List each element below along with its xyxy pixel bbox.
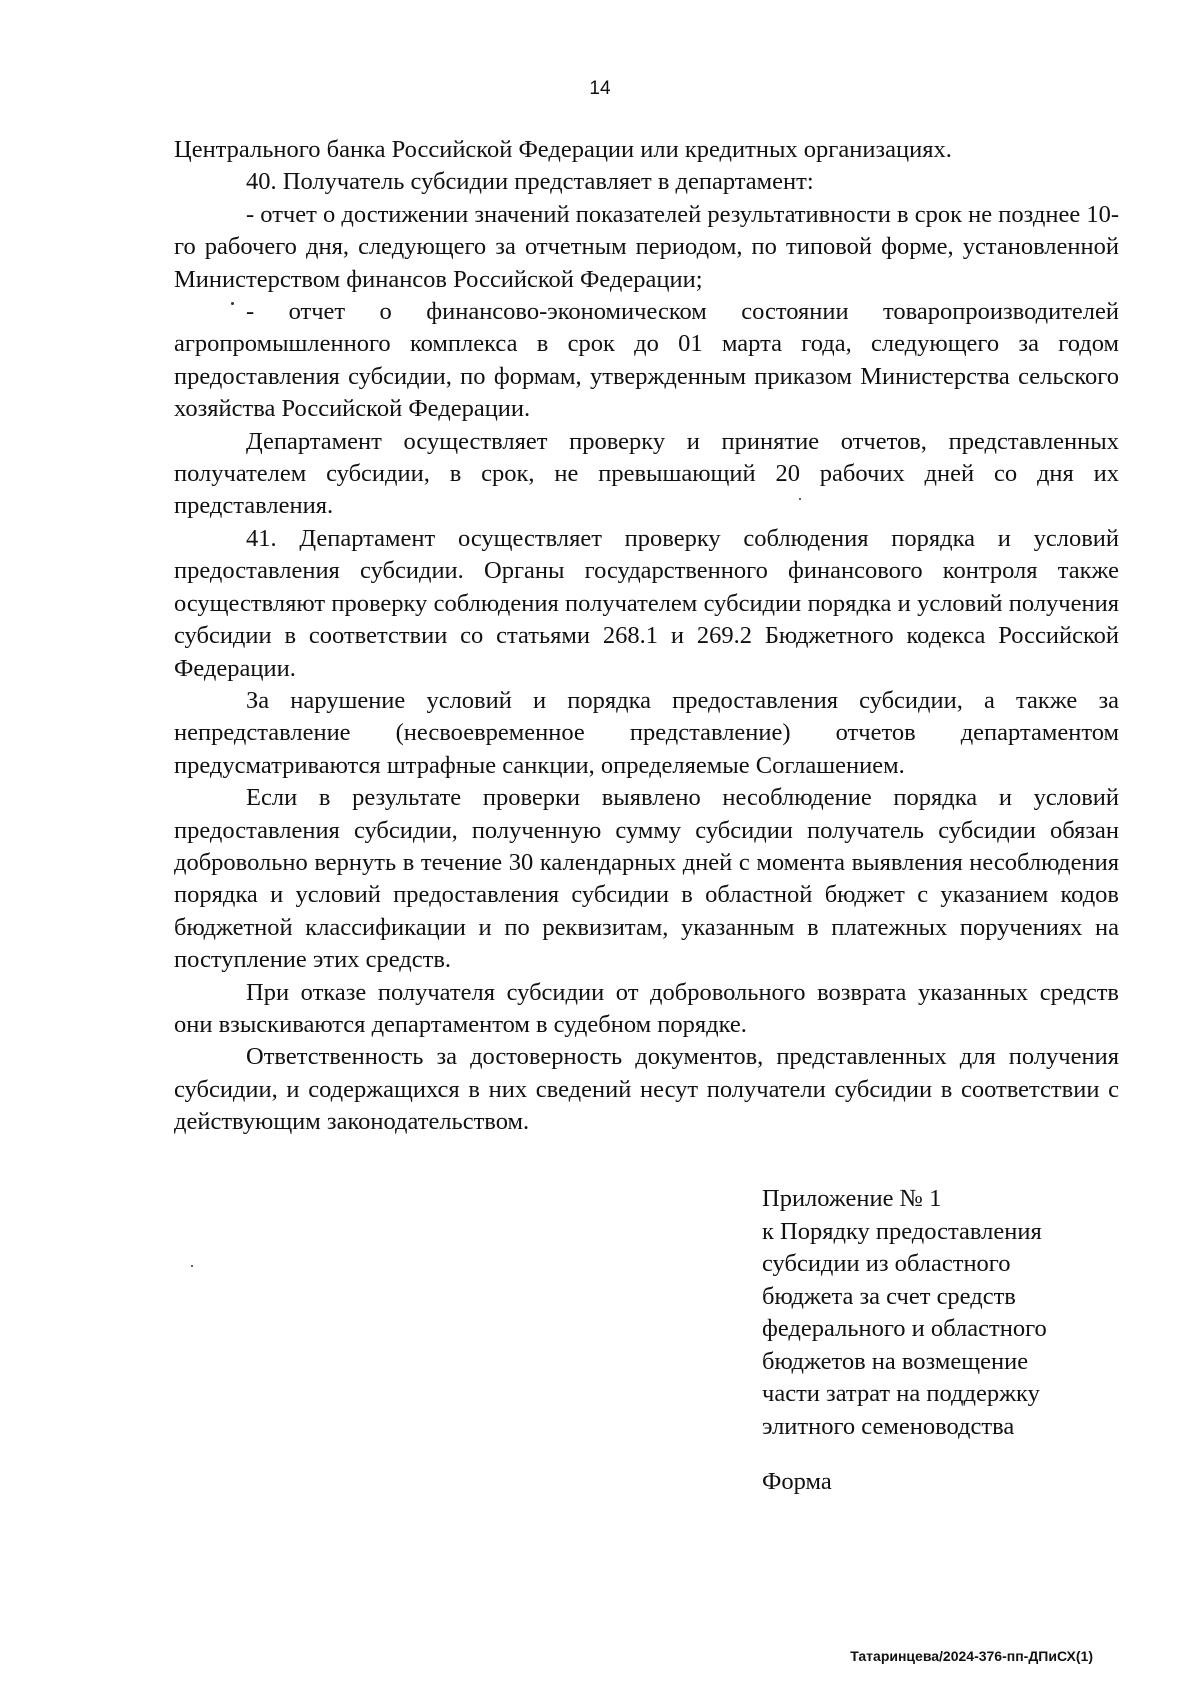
paragraph: 40. Получатель субсидии представляет в департамент: <box>246 168 814 196</box>
appendix-line: субсидии из областного <box>762 1250 1011 1277</box>
form-label: Форма <box>762 1468 832 1495</box>
appendix-line: элитного семеноводства <box>762 1412 1015 1440</box>
paragraph: За нарушение условий и порядка предоставления субсидии, а также за непредставление (несвоевременное представление) отчетов департаментом предусматриваются штрафные санкции, определяемые Соглашением. <box>174 686 1119 779</box>
scan-speck <box>191 1265 193 1267</box>
appendix-line: к Порядку предоставления <box>762 1217 1042 1245</box>
paragraph: Департамент осуществляет проверку и принятие отчетов, представленных получателем субсидии, в срок, не превышающий 20 рабочих дней со дня их представления. <box>174 427 1119 520</box>
appendix-line: Приложение № 1 <box>762 1185 942 1212</box>
paragraph: Если в результате проверки выявлено несоблюдение порядка и условий предоставления субсидии, полученную сумму субсидии получатель субсидии обязан добровольно вернуть в течение 30 календарных дней с момента выявления несоблюдения порядка и условий предоставления субсидии в областной бюджет с указанием кодов бюджетной классификации и по реквизитам, указанным в платежных поручениях на поступление этих средств. <box>174 784 1119 974</box>
appendix-line: бюджетов на возмещение <box>762 1347 1029 1375</box>
scan-speck <box>231 302 234 305</box>
paragraph: При отказе получателя субсидии от добровольного возврата указанных средств они взыскиваются департаментом в судебном порядке. <box>174 978 1119 1038</box>
paragraph: Центрального банка Российской Федерации или кредитных организациях. <box>174 136 952 163</box>
paragraph: 41. Департамент осуществляет проверку соблюдения порядка и условий предоставления субсидии. Органы государственного финансового контроля также осуществляют проверку соблюдения получателем субсидии порядка и условий получения субсидии в соответствии со статьями 268.1 и 269.2 Бюджетного кодекса Российской Федерации. <box>174 524 1119 682</box>
appendix-heading <box>762 1183 1162 1443</box>
paragraph: - отчет о достижении значений показателей результативности в срок не позднее 10-го рабочего дня, следующего за отчетным периодом, по типовой форме, установленной Министерством финансов Российской Федерации; <box>174 200 1119 293</box>
document-body <box>174 134 1119 1139</box>
paragraph: Ответственность за достоверность документов, представленных для получения субсидии, и содержащихся в них сведений несут получатели субсидии в соответствии с действующим законодательством. <box>174 1043 1119 1136</box>
appendix-line: части затрат на поддержку <box>762 1380 1040 1407</box>
page-number: 14 <box>589 78 611 99</box>
scan-speck <box>799 498 801 500</box>
appendix-line: федерального и областного <box>762 1315 1047 1342</box>
appendix-line: бюджета за счет средств <box>762 1282 1016 1310</box>
document-code: Татаринцева/2024-376-пп-ДПиСХ(1) <box>850 1648 1093 1664</box>
paragraph: - отчет о финансово-экономическом состоянии товаропроизводителей агропромышленного комплекса в срок до 01 марта года, следующего за годом предоставления субсидии, по формам, утвержденным приказом Министерства сельского хозяйства Российской Федерации. <box>174 298 1119 423</box>
